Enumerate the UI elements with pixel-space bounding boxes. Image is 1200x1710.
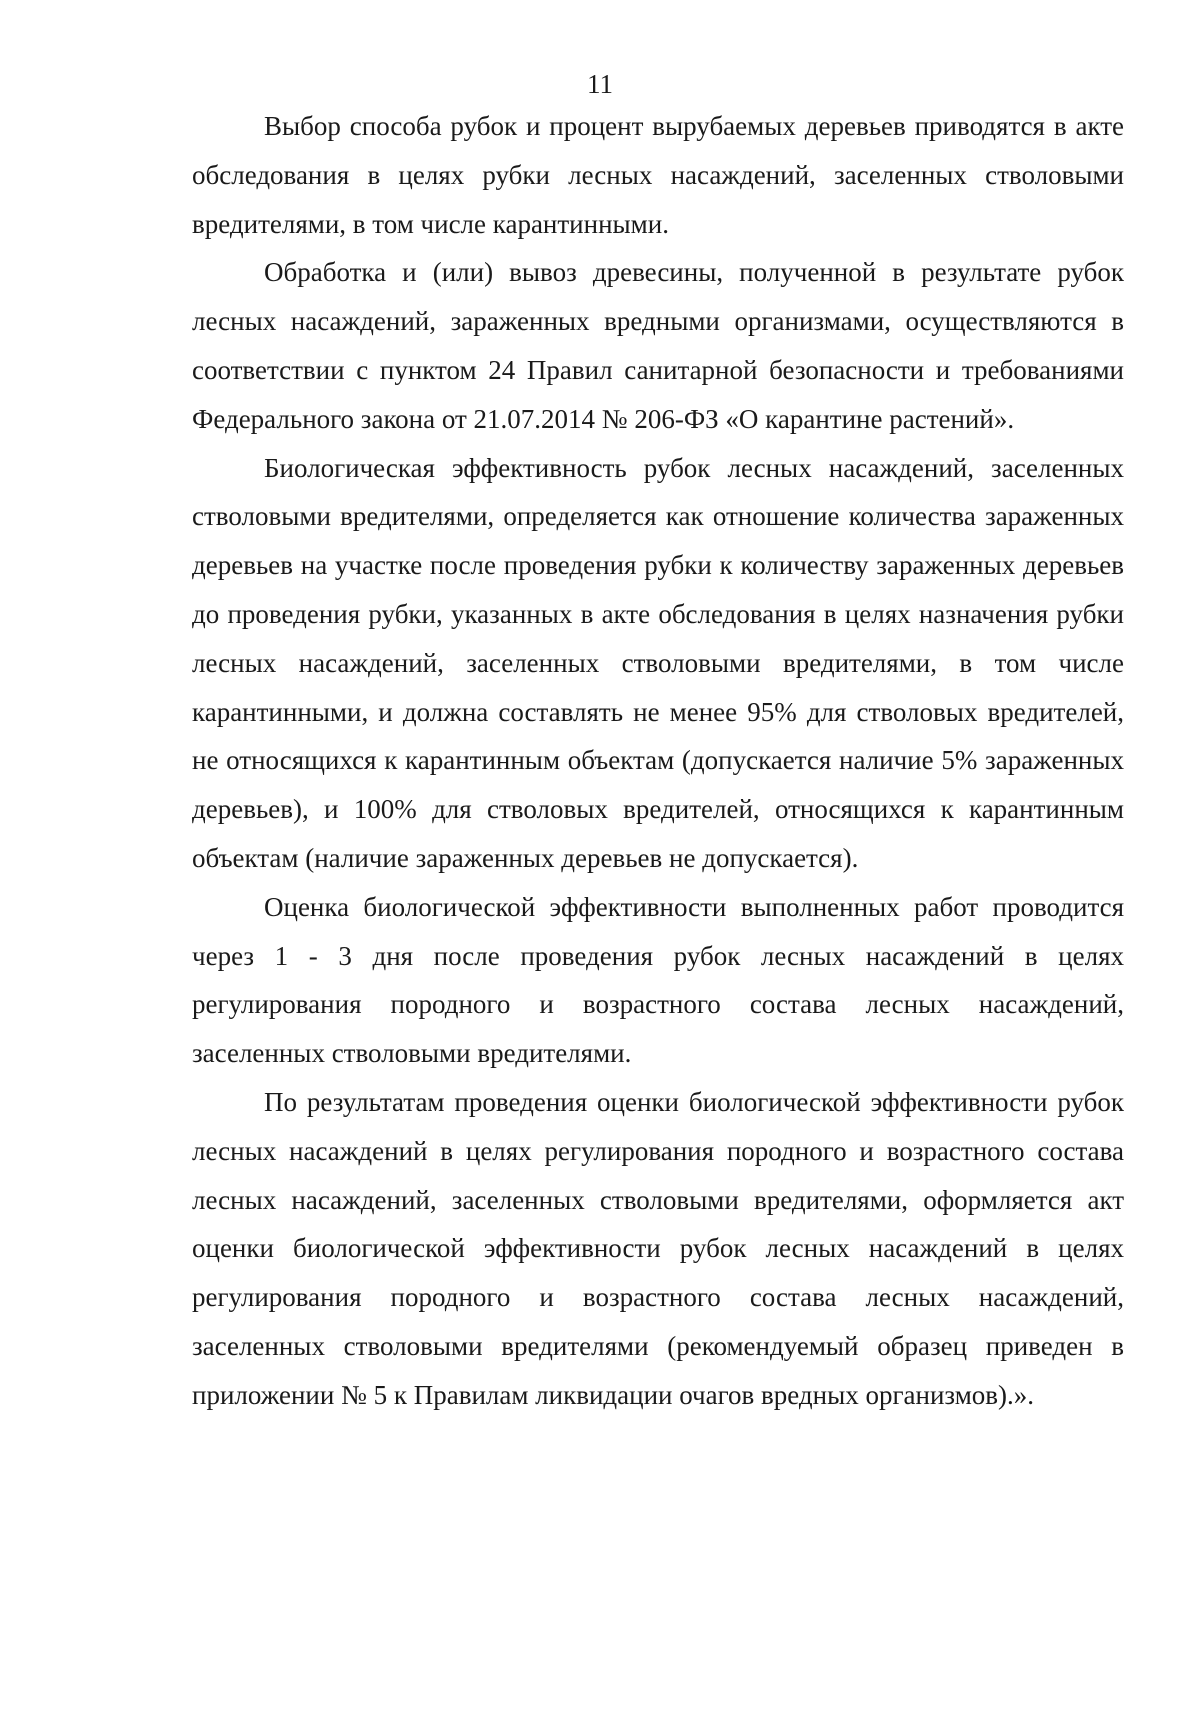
paragraph-biological-efficiency: Биологическая эффективность рубок лесных насаждений, заселенных стволовыми вредителями, определяется как отношение количества зараженных деревьев на участке после проведения рубки к количеству зараженных деревьев до проведения рубки, указанных в акте обследования в целях назначения рубки лесных насаждений, заселенных стволовыми вредителями, в том числе карантинными, и должна составлять не менее 95% для стволовых вредителей, не относящихся к карантинным объектам (допускается наличие 5% зараженных деревьев), и 100% для стволовых вредителей, относящихся к карантинным объектам (наличие зараженных деревьев не допускается). [192, 452, 1124, 873]
paragraph-cutting-method: Выбор способа рубок и процент вырубаемых деревьев приводятся в акте обследования в целях рубки лесных насаждений, заселенных стволовыми вредителями, в том числе карантинными. [192, 111, 1124, 239]
paragraph-efficiency-evaluation: Оценка биологической эффективности выполненных работ проводится через 1 - 3 дня после проведения рубок лесных насаждений в целях регулирования породного и возрастного состава лесных насаждений, заселенных стволовыми вредителями. [192, 891, 1124, 1069]
document-body [192, 102, 1124, 1420]
paragraph-evaluation-act: По результатам проведения оценки биологической эффективности рубок лесных насаждений в целях регулирования породного и возрастного состава лесных насаждений, заселенных стволовыми вредителями, оформляется акт оценки биологической эффективности рубок лесных насаждений в целях регулирования породного и возрастного состава лесных насаждений, заселенных стволовыми вредителями (рекомендуемый образец приведен в приложении № 5 к Правилам ликвидации очагов вредных организмов).». [192, 1086, 1124, 1410]
page-number: 11 [587, 69, 613, 99]
paragraph-wood-processing: Обработка и (или) вывоз древесины, полученной в результате рубок лесных насаждений, зараженных вредными организмами, осуществляются в соответствии с пунктом 24 Правил санитарной безопасности и требованиями Федерального закона от 21.07.2014 № 206-ФЗ «О карантине растений». [192, 257, 1124, 434]
